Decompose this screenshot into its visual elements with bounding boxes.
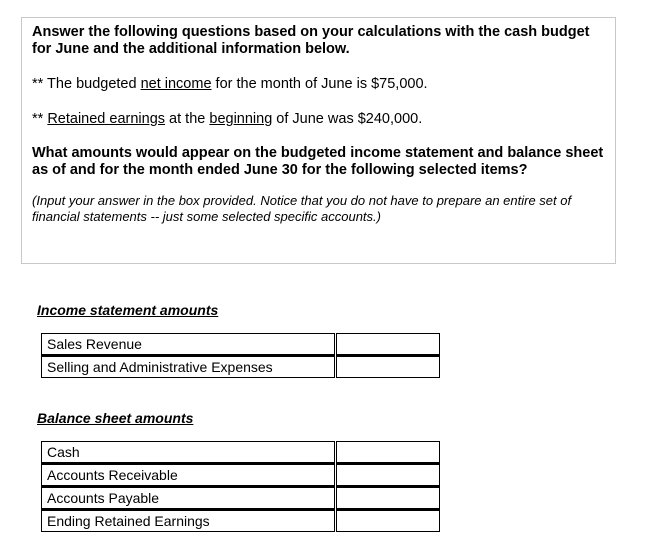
balance-sheet-table <box>41 441 440 532</box>
beginning-term: beginning <box>209 111 273 127</box>
retained-earnings-note-middle: at the <box>165 111 210 127</box>
accounts-receivable-label: Accounts Receivable <box>41 463 334 486</box>
net-income-note-suffix: for the month of June is $75,000. <box>211 76 428 92</box>
instructions-heading: Answer the following questions based on your calculations with the cash budget for June and the additional information below. <box>32 24 590 57</box>
accounts-payable-cell <box>336 486 440 509</box>
cash-label: Cash <box>41 441 334 463</box>
cash-input[interactable] <box>337 442 439 462</box>
accounts-payable-label: Accounts Payable <box>41 486 334 509</box>
net-income-note <box>32 76 605 93</box>
instructions-box <box>21 17 616 264</box>
ending-retained-earnings-cell <box>336 509 440 532</box>
cash-cell <box>336 441 440 463</box>
retained-earnings-note-suffix: of June was $240,000. <box>272 111 423 127</box>
retained-earnings-note <box>32 111 605 128</box>
accounts-payable-input[interactable] <box>337 488 439 508</box>
table-row <box>41 333 440 355</box>
table-row <box>41 355 440 378</box>
selling-admin-expenses-input[interactable] <box>337 357 439 377</box>
sales-revenue-cell <box>336 333 440 355</box>
input-hint: (Input your answer in the box provided. Notice that you do not have to prepare an entire set of financial statements -- just some selected specific accounts.) <box>32 193 572 224</box>
income-statement-table <box>41 333 440 378</box>
table-row <box>41 463 440 486</box>
ending-retained-earnings-input[interactable] <box>337 511 439 531</box>
ending-retained-earnings-label: Ending Retained Earnings <box>41 509 334 532</box>
balance-sheet-title: Balance sheet amounts <box>37 410 194 426</box>
retained-earnings-term: Retained earnings <box>47 111 166 127</box>
net-income-term: net income <box>140 76 212 92</box>
table-row <box>41 509 440 532</box>
table-row <box>41 441 440 463</box>
sales-revenue-label: Sales Revenue <box>41 333 334 355</box>
income-statement-title: Income statement amounts <box>37 302 219 318</box>
selling-admin-expenses-label: Selling and Administrative Expenses <box>41 355 334 378</box>
net-income-note-prefix: ** The budgeted <box>32 76 141 92</box>
sales-revenue-input[interactable] <box>337 334 439 354</box>
selling-admin-expenses-cell <box>336 355 440 378</box>
accounts-receivable-cell <box>336 463 440 486</box>
table-row <box>41 486 440 509</box>
question-text: What amounts would appear on the budgeted income statement and balance sheet as of and for the month ended June 30 for the following selected items? <box>32 145 604 178</box>
retained-earnings-note-prefix: ** <box>32 111 48 127</box>
accounts-receivable-input[interactable] <box>337 465 439 485</box>
